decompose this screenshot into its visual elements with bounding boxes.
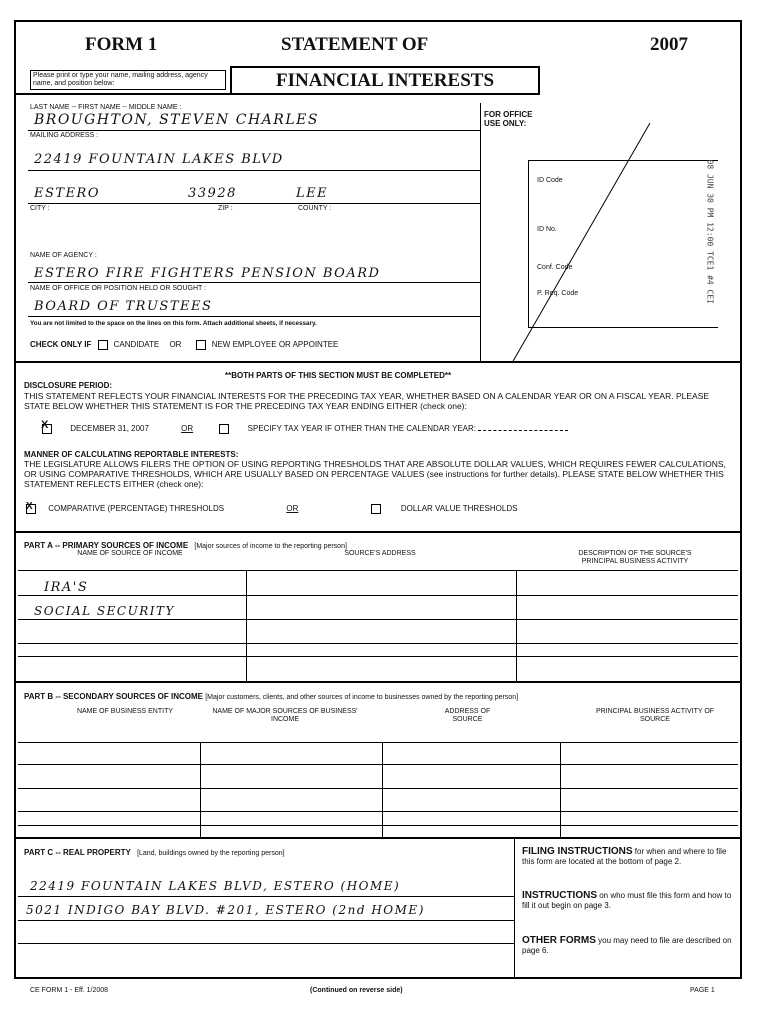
address-label: MAILING ADDRESS : xyxy=(30,132,99,139)
instr-text: on who must file this form and how to fill it out begin on page 3. xyxy=(522,891,732,910)
agency-label: NAME OF AGENCY : xyxy=(30,252,97,259)
city-value: ESTERO xyxy=(34,186,101,201)
part-b-col3: ADDRESS OF SOURCE xyxy=(444,708,491,723)
office-slash-line xyxy=(500,115,700,370)
part-c-title: PART C -- REAL PROPERTY xyxy=(24,848,131,857)
new-employee-checkbox[interactable] xyxy=(196,340,206,350)
part-a-col2: SOURCE'S ADDRESS xyxy=(344,550,416,557)
part-c-heading xyxy=(24,848,285,858)
part-a-subtitle: [Major sources of income to the reporting person] xyxy=(194,543,347,550)
part-a-col3: DESCRIPTION OF THE SOURCE'S PRINCIPAL BUSINESS ACTIVITY xyxy=(578,550,692,565)
part-b-col2: NAME OF MAJOR SOURCES OF BUSINESS' INCOME xyxy=(212,708,358,723)
comparative-label: COMPARATIVE (PERCENTAGE) THRESHOLDS xyxy=(48,504,225,514)
both-parts-note: **BOTH PARTS OF THIS SECTION MUST BE COMPLETED** xyxy=(225,371,452,380)
conf-code-label: Conf. Code xyxy=(537,264,573,271)
dollar-label: DOLLAR VALUE THRESHOLDS xyxy=(400,504,518,514)
other-text: you may need to file are described on page 6. xyxy=(522,936,732,955)
check-only-row xyxy=(30,340,338,350)
specify-field[interactable] xyxy=(478,430,568,431)
candidate-label: CANDIDATE xyxy=(113,340,160,350)
dec31-label: DECEMBER 31, 2007 xyxy=(70,424,149,434)
city-label: CITY : xyxy=(30,205,50,212)
title-line1: STATEMENT OF xyxy=(281,34,429,55)
form-label: FORM 1 xyxy=(85,34,158,55)
part-a-row-1: IRA'S xyxy=(44,580,89,595)
position-value: BOARD OF TRUSTEES xyxy=(34,299,213,314)
filing-instructions xyxy=(522,847,736,867)
instructions-note xyxy=(522,891,736,911)
period-or: OR xyxy=(181,424,194,434)
name-label: LAST NAME -- FIRST NAME -- MIDDLE NAME : xyxy=(30,104,182,111)
candidate-checkbox[interactable] xyxy=(98,340,108,350)
or-label: OR xyxy=(169,340,182,350)
part-a-row-2: SOCIAL SECURITY xyxy=(34,604,175,618)
dollar-checkbox[interactable] xyxy=(371,504,381,514)
period-options xyxy=(38,419,568,434)
other-forms-note xyxy=(522,936,736,956)
comparative-checkbox[interactable]: X xyxy=(26,504,36,514)
method-or: OR xyxy=(286,504,299,514)
part-b-title: PART B -- SECONDARY SOURCES OF INCOME xyxy=(24,692,203,701)
check-only-label: CHECK ONLY IF xyxy=(30,340,92,350)
name-value: BROUGHTON, STEVEN CHARLES xyxy=(34,112,319,128)
dec31-checkbox[interactable]: X xyxy=(42,424,52,434)
id-no-label: ID No. xyxy=(537,226,557,233)
filing-text: for when and where to file this form are located at the bottom of page 2. xyxy=(522,847,727,866)
position-label: NAME OF OFFICE OR POSITION HELD OR SOUGHT : xyxy=(30,285,207,292)
office-use-label: FOR OFFICE USE ONLY: xyxy=(484,110,533,128)
part-a-col1: NAME OF SOURCE OF INCOME xyxy=(77,550,183,557)
zip-value: 33928 xyxy=(188,186,237,201)
period-text: THIS STATEMENT REFLECTS YOUR FINANCIAL INTERESTS FOR THE PRECEDING TAX YEAR, WHETHER BASED ON A CALENDAR YEAR OR ON A FISCAL YEAR. PLEASE STATE BELOW WHETHER THIS STATEMENT IS FOR THE PRECEDING TAX YEAR ENDING EITHER (check one): xyxy=(24,391,710,411)
specify-label: SPECIFY TAX YEAR IF OTHER THAN THE CALENDAR YEAR: xyxy=(247,424,476,434)
county-label: COUNTY : xyxy=(298,205,332,212)
footer-continued: (Continued on reverse side) xyxy=(310,987,403,994)
address-value: 22419 FOUNTAIN LAKES BLVD xyxy=(34,152,284,167)
part-c-subtitle: [Land, buildings owned by the reporting person] xyxy=(137,850,285,857)
form-year: 2007 xyxy=(650,34,688,55)
method-title: MANNER OF CALCULATING REPORTABLE INTERESTS: xyxy=(24,450,239,459)
part-a-title: PART A -- PRIMARY SOURCES OF INCOME xyxy=(24,541,189,550)
title-line2: FINANCIAL INTERESTS xyxy=(230,66,540,94)
part-b-col4: PRINCIPAL BUSINESS ACTIVITY OF SOURCE xyxy=(595,708,715,723)
part-c-row-1: 22419 FOUNTAIN LAKES BLVD, ESTERO (HOME) xyxy=(30,879,401,893)
zip-label: ZIP : xyxy=(218,205,233,212)
part-b-col1: NAME OF BUSINESS ENTITY xyxy=(76,708,174,715)
id-code-label: ID Code xyxy=(537,177,563,184)
instr-head: INSTRUCTIONS xyxy=(522,890,597,901)
method-text: THE LEGISLATURE ALLOWS FILERS THE OPTION OF USING REPORTING THRESHOLDS THAT ARE ABSOLUTE DOLLAR VALUES, WHICH REQUIRES FEWER CALCULATIONS, OR USING COMPARATIVE THRESHOLDS, WHICH ARE USUALLY BASED ON PERCENTAGE VALUES (see instructions for further details). PLEASE STATE BELOW WHETHER THIS STATEMENT REFLECTS EITHER (check one): xyxy=(24,459,726,489)
specify-checkbox[interactable] xyxy=(219,424,229,434)
agency-value: ESTERO FIRE FIGHTERS PENSION BOARD xyxy=(34,266,381,281)
stamp-text: 08 JUN 30 PM 12:00 TCE1 #4 CEI xyxy=(705,159,715,304)
print-note: Please print or type your name, mailing address, agency name, and position below: xyxy=(30,70,226,90)
space-note: You are not limited to the space on the lines on this form. Attach additional sheets, if necessary. xyxy=(30,320,317,327)
footer-form-id: CE FORM 1 - Eff. 1/2008 xyxy=(30,987,109,994)
new-employee-label: NEW EMPLOYEE OR APPOINTEE xyxy=(211,340,339,350)
part-c-row-2: 5021 INDIGO BAY BLVD. #201, ESTERO (2nd HOME) xyxy=(26,903,425,917)
filing-head: FILING INSTRUCTIONS xyxy=(522,846,633,857)
received-stamp xyxy=(700,159,720,325)
part-b-subtitle: [Major customers, clients, and other sources of income to businesses owned by the reporting person] xyxy=(205,694,519,701)
other-head: OTHER FORMS xyxy=(522,935,596,946)
p-req-code-label: P. Req. Code xyxy=(537,290,579,297)
part-b-heading xyxy=(24,692,518,702)
method-options xyxy=(24,501,518,514)
period-title: DISCLOSURE PERIOD: xyxy=(24,381,113,390)
footer-page: PAGE 1 xyxy=(690,987,715,994)
county-value: LEE xyxy=(296,186,329,201)
